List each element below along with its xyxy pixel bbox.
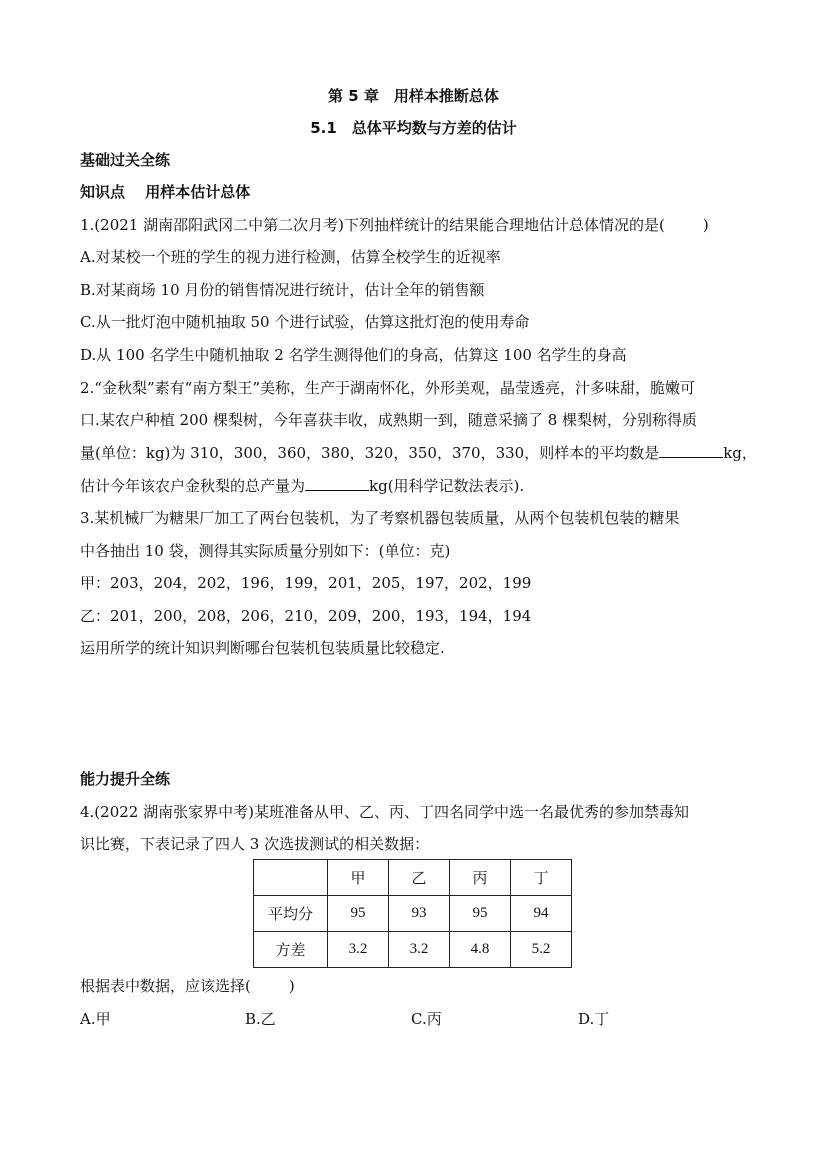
- q4-option-a: A.甲: [80, 1010, 111, 1028]
- table-header-cell: 丙: [450, 860, 511, 896]
- table-cell: 93: [389, 896, 450, 932]
- q4-option-d: D.丁: [578, 1010, 610, 1028]
- table-cell: 94: [511, 896, 572, 932]
- knowledge-topic: 知识点 用样本估计总体: [80, 183, 251, 201]
- table-cell: 4.8: [450, 932, 511, 968]
- score-table: [253, 859, 572, 968]
- table-cell: 95: [328, 896, 389, 932]
- q2-line-2: 口.某农户种植 200 棵梨树，今年喜获丰收，成熟期一到，随意采摘了 8 棵梨树，分别称得质: [80, 411, 698, 429]
- q2-line-1: 2.“金秋梨”素有“南方梨王”美称，生产于湖南怀化，外形美观，晶莹透亮，汁多味甜，脆嫩可: [80, 379, 695, 397]
- part2-heading: 能力提升全练: [80, 770, 171, 788]
- table-header-cell: 甲: [328, 860, 389, 896]
- q1-stem-end: ): [702, 216, 709, 234]
- table-cell: 95: [450, 896, 511, 932]
- q4-question-text: 根据表中数据，应该选择(: [80, 977, 251, 995]
- table-header-cell: 乙: [389, 860, 450, 896]
- q1-option-a: A.对某校一个班的学生的视力进行检测，估算全校学生的近视率: [80, 248, 501, 266]
- q1-option-d: D.从 100 名学生中随机抽取 2 名学生测得他们的身高，估算这 100 名学生的身高: [80, 346, 627, 364]
- q4-line-2: 识比赛，下表记录了四人 3 次选拔测试的相关数据：: [80, 835, 430, 853]
- q1-stem-text: 1.(2021 湖南邵阳武冈二中第二次月考)下列抽样统计的结果能合理地估计总体情况的是(: [80, 216, 665, 234]
- table-row-label: 平均分: [254, 896, 328, 932]
- q4-line-1: 4.(2022 湖南张家界中考)某班准备从甲、乙、丙、丁四名同学中选一名最优秀的参加禁毒知: [80, 803, 689, 821]
- chapter-title: 第 5 章 用样本推断总体: [328, 87, 499, 105]
- q4-question: [80, 976, 295, 996]
- q1-option-c: C.从一批灯泡中随机抽取 50 个进行试验，估算这批灯泡的使用寿命: [80, 313, 530, 331]
- table-header-cell: 丁: [511, 860, 572, 896]
- q3-line-2: 中各抽出 10 袋，测得其实际质量分别如下：(单位：克): [80, 542, 451, 560]
- q3-data-yi: 乙：201，200，208，206，210，209，200，193，194，194: [80, 607, 532, 625]
- q4-option-b: B.乙: [245, 1010, 276, 1028]
- q1-stem: [80, 215, 709, 235]
- q2-line-3-unit: kg，: [723, 444, 757, 462]
- table-row-label: 方差: [254, 932, 328, 968]
- table-row: [254, 896, 572, 932]
- q1-option-b: B.对某商场 10 月份的销售情况进行统计，估计全年的销售额: [80, 281, 485, 299]
- part1-heading: 基础过关全练: [80, 151, 171, 169]
- q4-option-c: C.丙: [411, 1010, 442, 1028]
- q3-line-1: 3.某机械厂为糖果厂加工了两台包装机，为了考察机器包装质量，从两个包装机包装的糖果: [80, 509, 680, 527]
- q2-line-4-unit: kg(用科学记数法表示).: [369, 477, 525, 495]
- q2-line-3-text: 量(单位：kg)为 310，300，360，380，320，350，370，330，则样本的平均数是: [80, 444, 660, 462]
- table-cell: 5.2: [511, 932, 572, 968]
- table-cell: 3.2: [328, 932, 389, 968]
- q2-line-3: [80, 443, 757, 463]
- answer-blank[interactable]: [659, 443, 723, 458]
- q2-line-4: [80, 476, 524, 496]
- q3-question: 运用所学的统计知识判断哪台包装机包装质量比较稳定.: [80, 639, 445, 657]
- table-header-cell: [254, 860, 328, 896]
- q3-data-jia: 甲：203，204，202，196，199，201，205，197，202，199: [80, 574, 532, 592]
- q4-question-end: ): [288, 977, 295, 995]
- q2-line-4-text: 估计今年该农户金秋梨的总产量为: [80, 477, 306, 495]
- section-title: 5.1 总体平均数与方差的估计: [310, 119, 517, 137]
- table-header-row: [254, 860, 572, 896]
- answer-blank[interactable]: [305, 476, 369, 491]
- table-row: [254, 932, 572, 968]
- table-cell: 3.2: [389, 932, 450, 968]
